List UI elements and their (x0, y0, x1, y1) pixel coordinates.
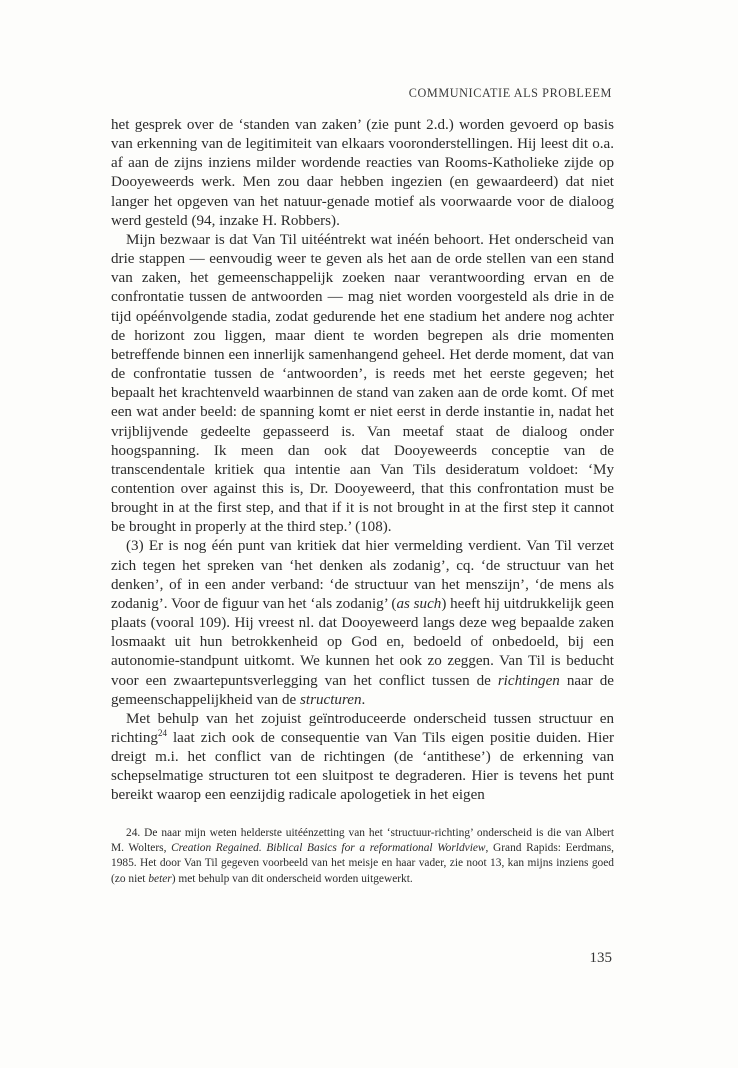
footnotes (111, 826, 614, 887)
paragraph: het gesprek over de ‘standen van zaken’ (zie punt 2.d.) worden gevoerd op basis van erkenning van de legitimiteit van elkaars vooronderstellingen. Hij leest dit o.a. af aan de zijns inziens milder wordende reacties van Rooms-Katholieke zijde op Dooyeweerds werk. Men zou daar hebben ingezien (en gewaardeerd) dat niet langer het opgeven van het natuur-genade motief als voorwaarde voor de dialoog werd gesteld (94, inzake H. Robbers). (111, 117, 614, 229)
italic-span: beter (148, 872, 172, 885)
paragraph: Mijn bezwaar is dat Van Til uitééntrekt wat inéén behoort. Het onderscheid van drie stappen — eenvoudig weer te geven als het aan de orde stellen van een stand van zaken, het gemeenschappelijk zoeken naar verantwoording ervan en de confrontatie tussen de antwoorden — mag niet worden voorgesteld als drie in de tijd opéénvolgende stadia, zodat gedurende het ene stadium het andere nog achter de horizont zou liggen, maar dient te worden begrepen als drie momenten betreffende binnen een innerlijk samenhangend geheel. Het derde moment, dat van de confrontatie tussen de ‘antwoorden’, is reeds met het eerste gegeven; het bepaalt het krachtenveld waarbinnen de stand van zaken aan de orde komt. Of met een wat ander beeld: de spanning komt er niet eerst in derde instantie in, nadat het vrijblijvende gedeelte gepasseerd is. Van meetaf staat de dialoog onder hoogspanning. Ik meen dan ook dat Dooyeweerds conceptie van de transcendentale kritiek qua intentie aan Van Tils desideratum voldoet: ‘My contention over against this is, Dr. Dooyeweerd, that this confrontation must be brought in at the first step, and that if it is not brought in at the first step it cannot be brought in properly at the third step.’ (108). (111, 231, 614, 536)
italic-span: richtingen (497, 672, 560, 689)
italic-span: structuren (300, 691, 362, 708)
page-number: 135 (589, 950, 612, 966)
italic-span: Creation Regained. Biblical Basics for a reformational Worldview (171, 842, 486, 855)
body-text (111, 116, 614, 806)
italic-span: as such (396, 595, 442, 612)
paragraph: (3) Er is nog één punt van kritiek dat hier vermelding verdient. Van Til verzet zich tegen het spreken van ‘het denken als zodanig’, cq. ‘de structuur van het denken’, of in een ander verband: ‘de structuur van het menszijn’, ‘de mens als zodanig’. Voor de figuur van het ‘als zodanig’ (as such) heeft hij uitdrukkelijk geen plaats (vooral 109). Hij vreest nl. dat Dooyeweerd langs deze weg bepaalde zaken losmaakt uit hun betrokkenheid op God en, bedoeld of onbedoeld, bij een autonomie-standpunt uitkomt. We kunnen het ook zo zeggen. Van Til is beducht voor een zwaartepuntsverlegging van het conflict tussen de richtingen naar de gemeenschappelijkheid van de structuren. (111, 538, 615, 708)
footnote-24: 24. De naar mijn weten helderste uitéénzetting van het ‘structuur-richting’ onderscheid is die van Albert M. Wolters, Creation Regained. Biblical Basics for a reformational Worldview, Grand Rapids: Eerdmans, 1985. Het door Van Til gegeven voorbeeld van het meisje en haar vader, zie noot 13, kan mijns inziens goed (zo niet beter) met behulp van dit onderscheid worden uitgewerkt. (111, 827, 614, 885)
paragraph: Met behulp van het zojuist geïntroduceerde onderscheid tussen structuur en richting$^{24}$ laat zich ook de consequentie van Van Tils eigen positie duiden. Hier dreigt m.i. het conflict van de richtingen (de ‘antithese’) de erkenning van schepselmatige structuren tot een sluitpost te degraderen. Hier is tevens het punt bereikt waarop een eenzijdig radicale apologetiek in het eigen (111, 710, 614, 804)
running-head: COMMUNICATIE ALS PROBLEEM (408, 86, 612, 100)
footnote-ref: 24 (157, 727, 167, 738)
